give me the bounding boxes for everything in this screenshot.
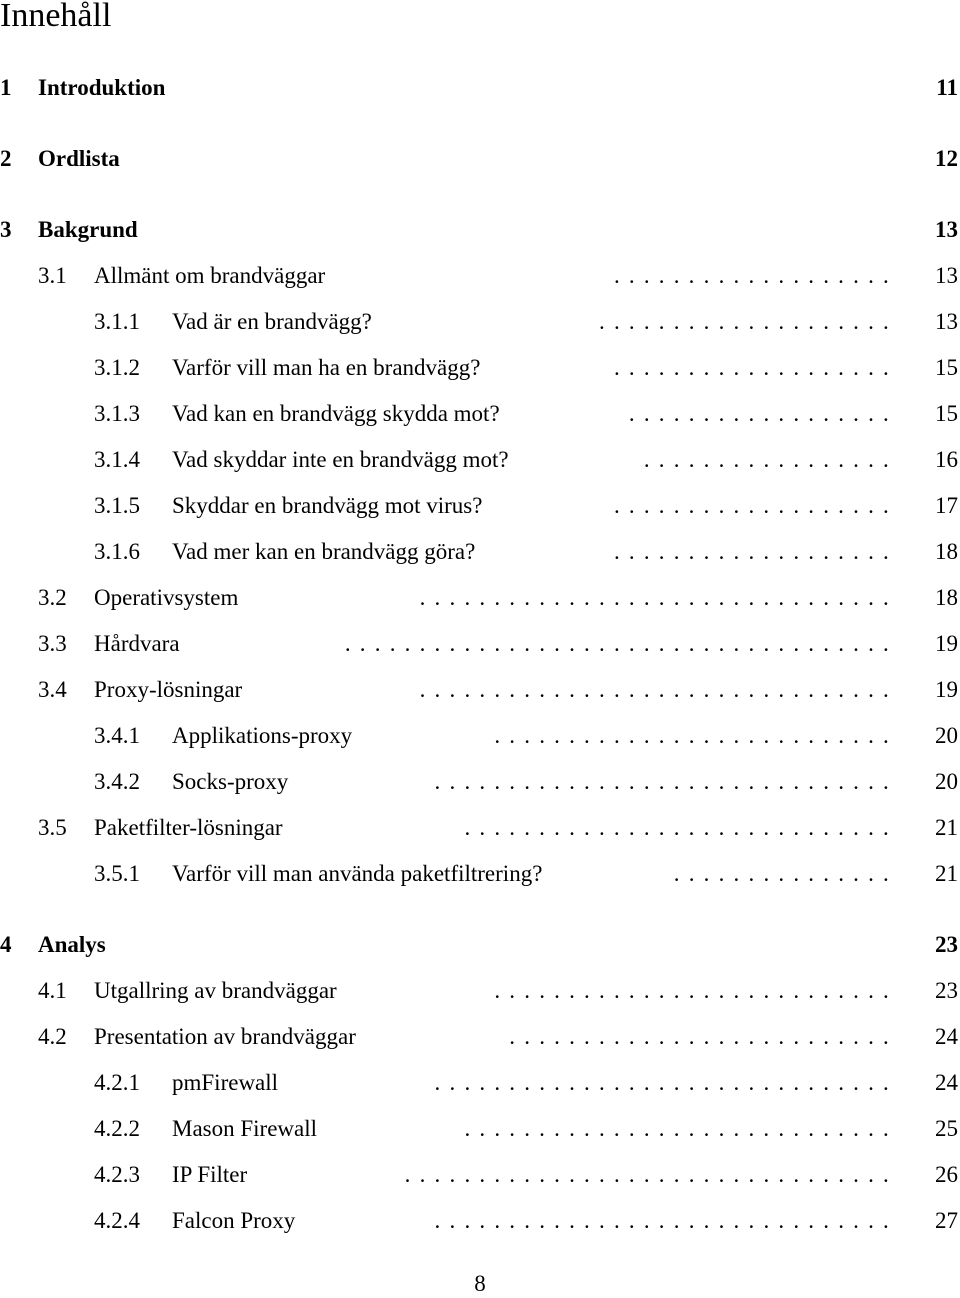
entry-number: 3.1.2 <box>94 355 140 380</box>
entry-number: 3.4.1 <box>94 723 140 748</box>
dot-leader: ............................. <box>464 815 898 840</box>
page-title: Innehåll <box>0 0 112 34</box>
entry-label: Bakgrund <box>38 217 138 242</box>
dot-leader: ........................... <box>494 978 898 1003</box>
dot-leader: ................... <box>613 355 898 380</box>
entry-label: Vad skyddar inte en brandvägg mot? <box>172 447 509 472</box>
entry-number: 3.2 <box>38 585 67 610</box>
entry-number: 3.5.1 <box>94 861 140 886</box>
toc-entry[interactable] <box>0 976 960 1006</box>
toc-entry[interactable] <box>0 859 960 889</box>
dot-leader: ............... <box>673 861 898 886</box>
toc-entry[interactable] <box>0 491 960 521</box>
entry-label: IP Filter <box>172 1162 248 1187</box>
entry-page: 25 <box>935 1116 958 1141</box>
entry-label: Vad mer kan en brandvägg göra? <box>172 539 476 564</box>
dot-leader: ................... <box>613 263 898 288</box>
entry-page: 13 <box>935 217 958 242</box>
dot-leader: ..................................... <box>344 631 898 656</box>
entry-label: Varför vill man ha en brandvägg? <box>172 355 481 380</box>
dot-leader: .......................... <box>509 1024 898 1049</box>
entry-label: Presentation av brandväggar <box>94 1024 356 1049</box>
toc-entry[interactable] <box>0 1068 960 1098</box>
toc-entry[interactable] <box>0 261 960 291</box>
toc-entry[interactable] <box>0 1206 960 1236</box>
toc-entry[interactable] <box>0 399 960 429</box>
entry-number: 3.1.3 <box>94 401 140 426</box>
dot-leader: ................. <box>643 447 898 472</box>
entry-page: 13 <box>935 263 958 288</box>
entry-page: 24 <box>935 1070 958 1095</box>
dot-leader: ................................. <box>404 1162 898 1187</box>
dot-leader: .................. <box>628 401 898 426</box>
entry-page: 23 <box>935 932 958 957</box>
entry-number: 3 <box>0 217 12 242</box>
dot-leader: ............................... <box>434 1208 898 1233</box>
entry-page: 19 <box>935 677 958 702</box>
entry-page: 18 <box>935 585 958 610</box>
dot-leader: ................................ <box>419 677 898 702</box>
dot-leader: ........................... <box>494 723 898 748</box>
entry-page: 21 <box>935 815 958 840</box>
entry-page: 27 <box>935 1208 958 1233</box>
entry-label: Vad kan en brandvägg skydda mot? <box>172 401 500 426</box>
entry-label: Varför vill man använda paketfiltrering? <box>172 861 543 886</box>
entry-number: 4.2.1 <box>94 1070 140 1095</box>
toc-entry[interactable] <box>0 307 960 337</box>
entry-page: 24 <box>935 1024 958 1049</box>
toc-entry[interactable] <box>0 583 960 613</box>
toc-entry[interactable] <box>0 1160 960 1190</box>
toc-entry[interactable] <box>0 144 960 174</box>
entry-number: 3.4.2 <box>94 769 140 794</box>
entry-number: 2 <box>0 146 12 171</box>
dot-leader: ................... <box>613 539 898 564</box>
toc-entry[interactable] <box>0 813 960 843</box>
entry-number: 3.1 <box>38 263 67 288</box>
entry-label: Skyddar en brandvägg mot virus? <box>172 493 483 518</box>
entry-label: Hårdvara <box>94 631 180 656</box>
entry-label: pmFirewall <box>172 1070 279 1095</box>
dot-leader: ............................... <box>434 1070 898 1095</box>
entry-label: Mason Firewall <box>172 1116 318 1141</box>
toc-entry[interactable] <box>0 930 960 960</box>
toc-entry[interactable] <box>0 1114 960 1144</box>
entry-number: 3.4 <box>38 677 67 702</box>
entry-label: Ordlista <box>38 146 120 171</box>
toc-entry[interactable] <box>0 353 960 383</box>
entry-page: 20 <box>935 769 958 794</box>
entry-page: 19 <box>935 631 958 656</box>
toc-entry[interactable] <box>0 721 960 751</box>
entry-label: Proxy-lösningar <box>94 677 243 702</box>
entry-label: Allmänt om brandväggar <box>94 263 326 288</box>
entry-page: 11 <box>936 75 958 100</box>
entry-page: 12 <box>935 146 958 171</box>
entry-number: 4.1 <box>38 978 67 1003</box>
entry-number: 4.2.2 <box>94 1116 140 1141</box>
entry-page: 13 <box>935 309 958 334</box>
entry-label: Vad är en brandvägg? <box>172 309 372 334</box>
dot-leader: ............................... <box>434 769 898 794</box>
entry-number: 1 <box>0 75 12 100</box>
entry-number: 4.2 <box>38 1024 67 1049</box>
toc-entry[interactable] <box>0 73 960 103</box>
entry-label: Utgallring av brandväggar <box>94 978 337 1003</box>
toc-entry[interactable] <box>0 445 960 475</box>
entry-label: Paketfilter-lösningar <box>94 815 283 840</box>
entry-number: 4.2.3 <box>94 1162 140 1187</box>
toc-entry[interactable] <box>0 1022 960 1052</box>
dot-leader: ............................. <box>464 1116 898 1141</box>
entry-page: 15 <box>935 355 958 380</box>
entry-label: Analys <box>38 932 106 957</box>
toc-entry[interactable] <box>0 215 960 245</box>
dot-leader: ................... <box>613 493 898 518</box>
entry-number: 3.3 <box>38 631 67 656</box>
dot-leader: .................... <box>599 309 898 334</box>
entry-page: 23 <box>935 978 958 1003</box>
entry-label: Falcon Proxy <box>172 1208 296 1233</box>
entry-page: 16 <box>935 447 958 472</box>
entry-page: 18 <box>935 539 958 564</box>
entry-label: Operativsystem <box>94 585 239 610</box>
entry-page: 21 <box>935 861 958 886</box>
entry-number: 4.2.4 <box>94 1208 140 1233</box>
page-number: 8 <box>474 1271 486 1296</box>
entry-label: Applikations-proxy <box>172 723 353 748</box>
toc-entry[interactable] <box>0 675 960 705</box>
entry-label: Introduktion <box>38 75 166 100</box>
entry-label: Socks-proxy <box>172 769 289 794</box>
entry-page: 17 <box>935 493 958 518</box>
entry-number: 3.1.4 <box>94 447 140 472</box>
entry-number: 3.1.6 <box>94 539 140 564</box>
toc-entry[interactable] <box>0 629 960 659</box>
entry-number: 3.1.1 <box>94 309 140 334</box>
entry-page: 15 <box>935 401 958 426</box>
entry-page: 20 <box>935 723 958 748</box>
entry-number: 3.5 <box>38 815 67 840</box>
entry-page: 26 <box>935 1162 958 1187</box>
dot-leader: ................................ <box>419 585 898 610</box>
toc-entry[interactable] <box>0 537 960 567</box>
entry-number: 4 <box>0 932 12 957</box>
entry-number: 3.1.5 <box>94 493 140 518</box>
toc-entry[interactable] <box>0 767 960 797</box>
